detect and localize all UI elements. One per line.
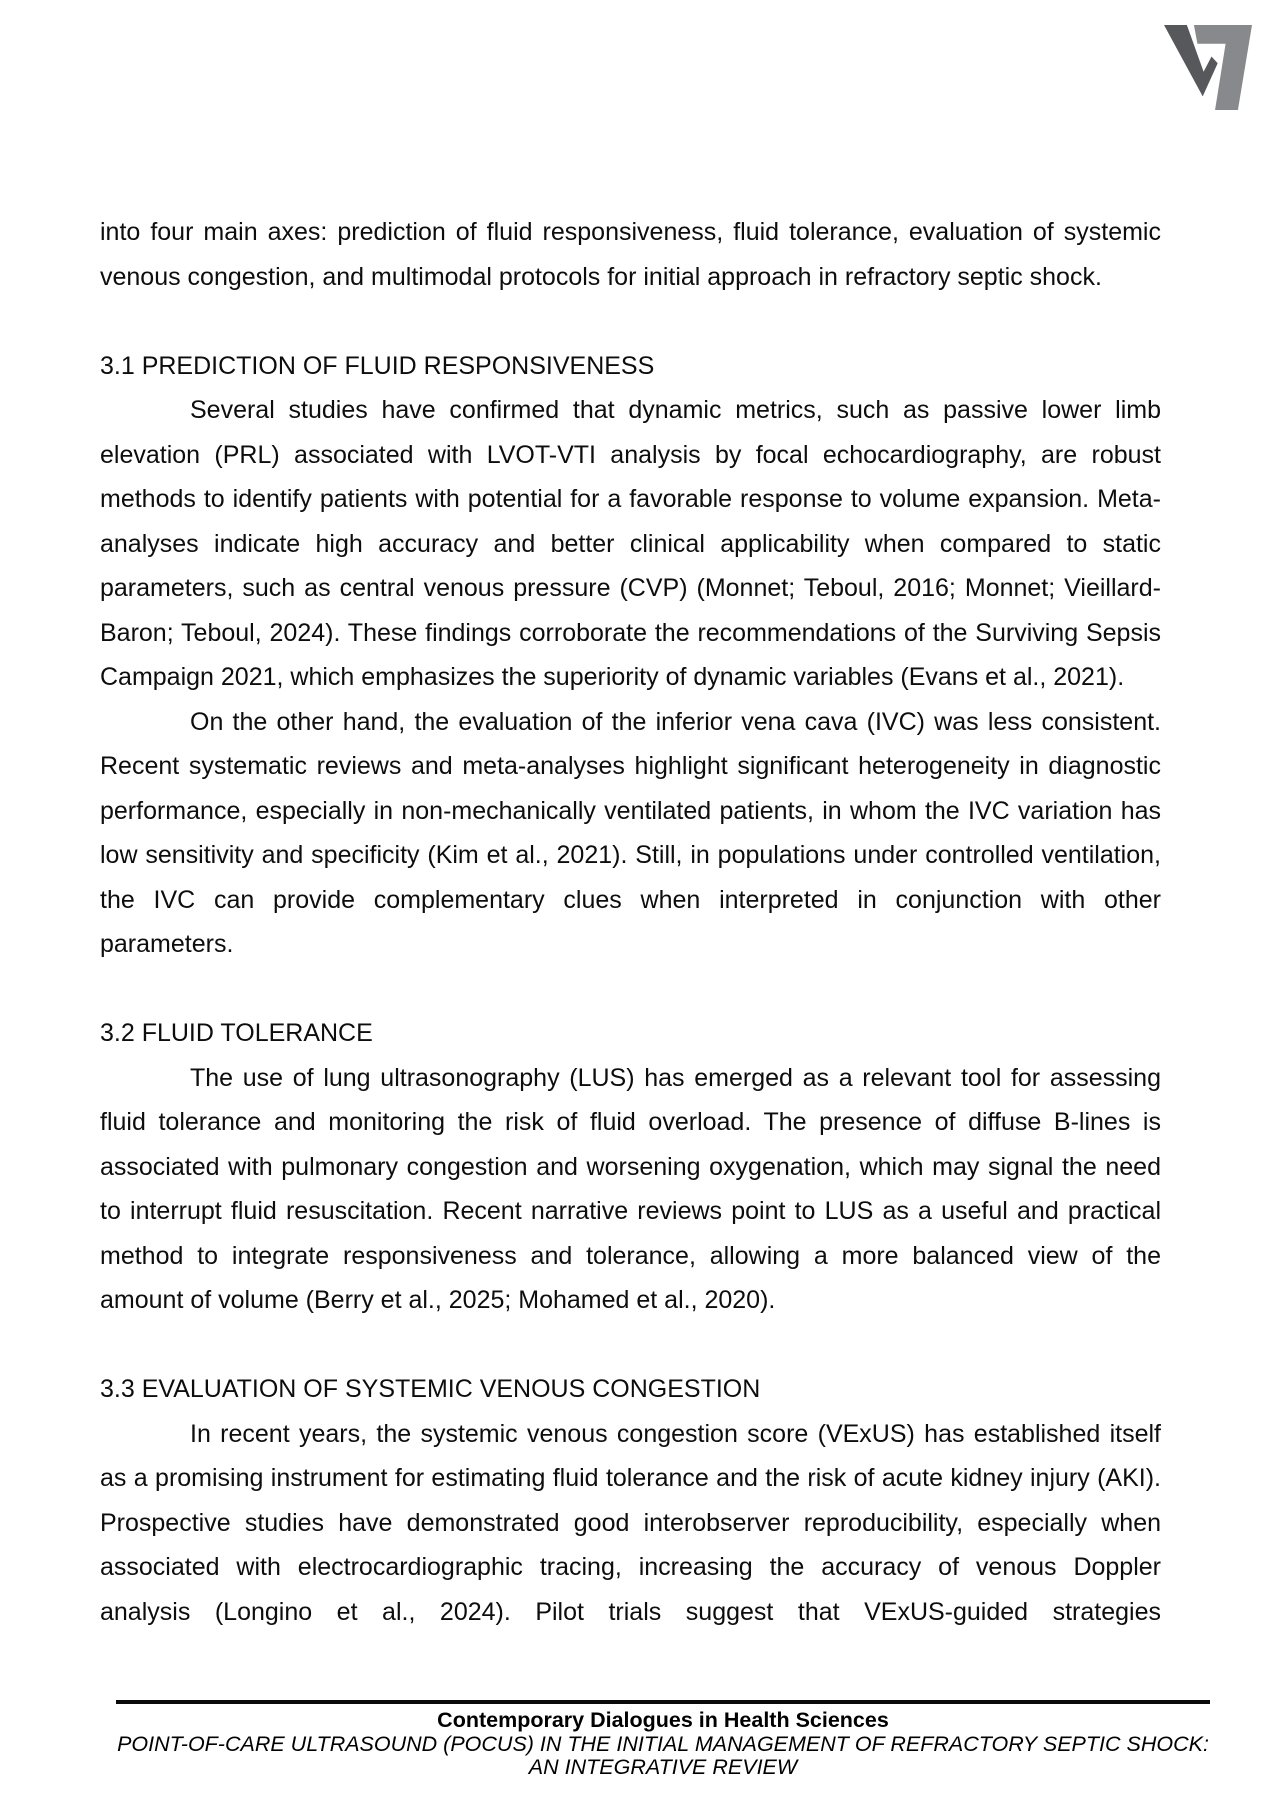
- section-3-1-heading: 3.1 PREDICTION OF FLUID RESPONSIVENESS: [100, 351, 655, 380]
- section-3-1-paragraph-1: Several studies have confirmed that dynamic metrics, such as passive lower limb elevation (PRL) associated with LVOT-VTI analysis by focal echocardiography, are robust methods to identify patients with potential for a favorable response to volume expansion. Meta-analyses indicate high accuracy and better clinical applicability when compared to static parameters, such as central venous pressure (CVP) (Monnet; Teboul, 2016; Monnet; Vieillard-Baron; Teboul, 2024). These findings corroborate the recommendations of the Surviving Sepsis Campaign 2021, which emphasizes the superiority of dynamic variables (Evans et al., 2021).: [100, 396, 1161, 691]
- footer-article-title: POINT-OF-CARE ULTRASOUND (POCUS) IN THE INITIAL MANAGEMENT OF REFRACTORY SEPTIC SHOCK: AN INTEGRATIVE REVIEW: [117, 1731, 1209, 1779]
- footer-journal-name: Contemporary Dialogues in Health Sciences: [437, 1708, 889, 1732]
- v7-logo-seven-shape: [1194, 25, 1252, 110]
- page-body: [100, 210, 1161, 1634]
- section-3-2-paragraph-1: The use of lung ultrasonography (LUS) has emerged as a relevant tool for assessing fluid tolerance and monitoring the risk of fluid overload. The presence of diffuse B-lines is associated with pulmonary congestion and worsening oxygenation, which may signal the need to interrupt fluid resuscitation. Recent narrative reviews point to LUS as a useful and practical method to integrate responsiveness and tolerance, allowing a more balanced view of the amount of volume (Berry et al., 2025; Mohamed et al., 2020).: [100, 1063, 1161, 1314]
- paragraph-intro: into four main axes: prediction of fluid responsiveness, fluid tolerance, evaluation of systemic venous congestion, and multimodal protocols for initial approach in refractory septic shock.: [100, 218, 1161, 291]
- section-3-1-paragraph-2: On the other hand, the evaluation of the inferior vena cava (IVC) was less consistent. Recent systematic reviews and meta-analyses highlight significant heterogeneity in diagnostic performance, especially in non-mechanically ventilated patients, in whom the IVC variation has low sensitivity and specificity (Kim et al., 2021). Still, in populations under controlled ventilation, the IVC can provide complementary clues when interpreted in conjunction with other parameters.: [100, 707, 1161, 958]
- section-3-3-paragraph-1: In recent years, the systemic venous congestion score (VExUS) has established itself as a promising instrument for estimating fluid tolerance and the risk of acute kidney injury (AKI). Prospective studies have demonstrated good interobserver reproducibility, especially when associated with electrocardiographic tracing, increasing the accuracy of venous Doppler analysis (Longino et al., 2024). Pilot trials suggest that VExUS-guided strategies: [100, 1419, 1161, 1626]
- v7-logo-icon: [1164, 25, 1252, 110]
- section-3-2-heading: 3.2 FLUID TOLERANCE: [100, 1019, 373, 1047]
- section-3-3-heading: 3.3 EVALUATION OF SYSTEMIC VENOUS CONGESTION: [100, 1375, 761, 1403]
- page-footer: [116, 1700, 1210, 1780]
- footer-divider: [116, 1700, 1210, 1704]
